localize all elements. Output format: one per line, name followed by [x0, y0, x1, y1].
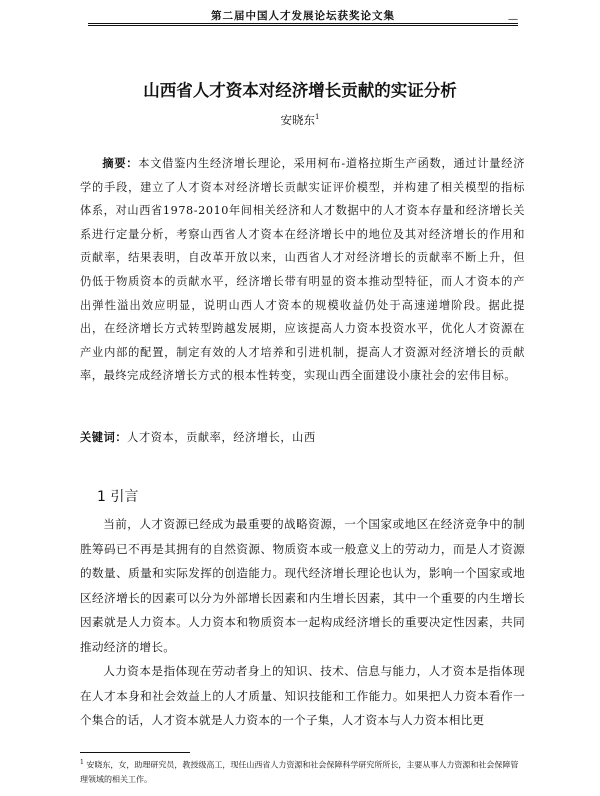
abstract [80, 152, 525, 388]
header-rule-double [88, 25, 518, 26]
running-header: 第二届中国人才发展论坛获奖论文集 [211, 10, 395, 22]
author-note-mark: 1 [315, 113, 320, 122]
body-paragraph: 当前，人才资源已经成为最重要的战略资源，一个国家或地区在经济竞争中的制胜筹码已不再是其拥有的自然资源、物质资本或一般意义上的劳动力，而是人才资源的数量、质量和实际发挥的创造能力。现代经济增长理论也认为，影响一个国家或地区经济增长的因素可以分为外部增长因素和内生增长因素，其中一个重要的内生增长因素就是人力资本。人力资本和物质资本一起构成经济增长的重要决定性因素，共同推动经济的增长。 [80, 517, 525, 654]
section-heading: 1 引言 [97, 489, 139, 505]
corner-mark: — [508, 14, 518, 25]
header-rule [88, 23, 518, 24]
footnote-rule [80, 752, 190, 753]
footnote-text: 安晓东，女，助理研究员，教授级高工，现任山西省人力资源和社会保障科学研究所所长，主要从事人力资源和社会保障管理领域的相关工作。 [80, 760, 519, 784]
author-name: 安晓东 [280, 113, 316, 127]
footnote-mark: 1 [80, 759, 84, 766]
keywords-text: 人才资本，贡献率，经济增长，山西 [127, 431, 316, 444]
abstract-text: 本文借鉴内生经济增长理论，采用柯布-道格拉斯生产函数，通过计量经济学的手段，建立了人才资本对经济增长贡献实证评价模型，并构建了相关模型的指标体系，对山西省1978-2010年间相关经济和人才数据中的人才资本存量和经济增长关系进行定量分析，考察山西省人才资本在经济增长中的地位及其对经济增长的作用和贡献率，结果表明，自改革开放以来，山西省人才对经济增长的贡献率不断上升，但仍低于物质资本的贡献水平，经济增长带有明显的资本推动型特征，而人才资本的产出弹性溢出效应明显，说明山西人才资本的规模收益仍处于高速递增阶段。据此提出，在经济增长方式转型跨越发展期，应该提高人力资本投资水平，优化人才资源在产业内部的配置，制定有效的人才培养和引进机制，提高人才资源对经济增长的贡献率，最终完成经济增长方式的根本性转变，实现山西全面建设小康社会的宏伟目标。 [80, 157, 525, 383]
body-paragraph: 人力资本是指体现在劳动者身上的知识、技术、信息与能力，人才资本是指体现在人才本身和社会效益上的人才质量、知识技能和工作能力。如果把人力资本看作一个集合的话，人才资本就是人力资本的一个子集，人才资本与人力资本相比更 [80, 664, 525, 728]
keywords-label: 关键词： [80, 430, 128, 444]
paper-title: 山西省人才资本对经济增长贡献的实证分析 [143, 81, 457, 100]
abstract-label: 摘要： [102, 156, 139, 170]
keywords [80, 429, 525, 445]
author-line [0, 112, 600, 128]
footnote [80, 756, 525, 787]
